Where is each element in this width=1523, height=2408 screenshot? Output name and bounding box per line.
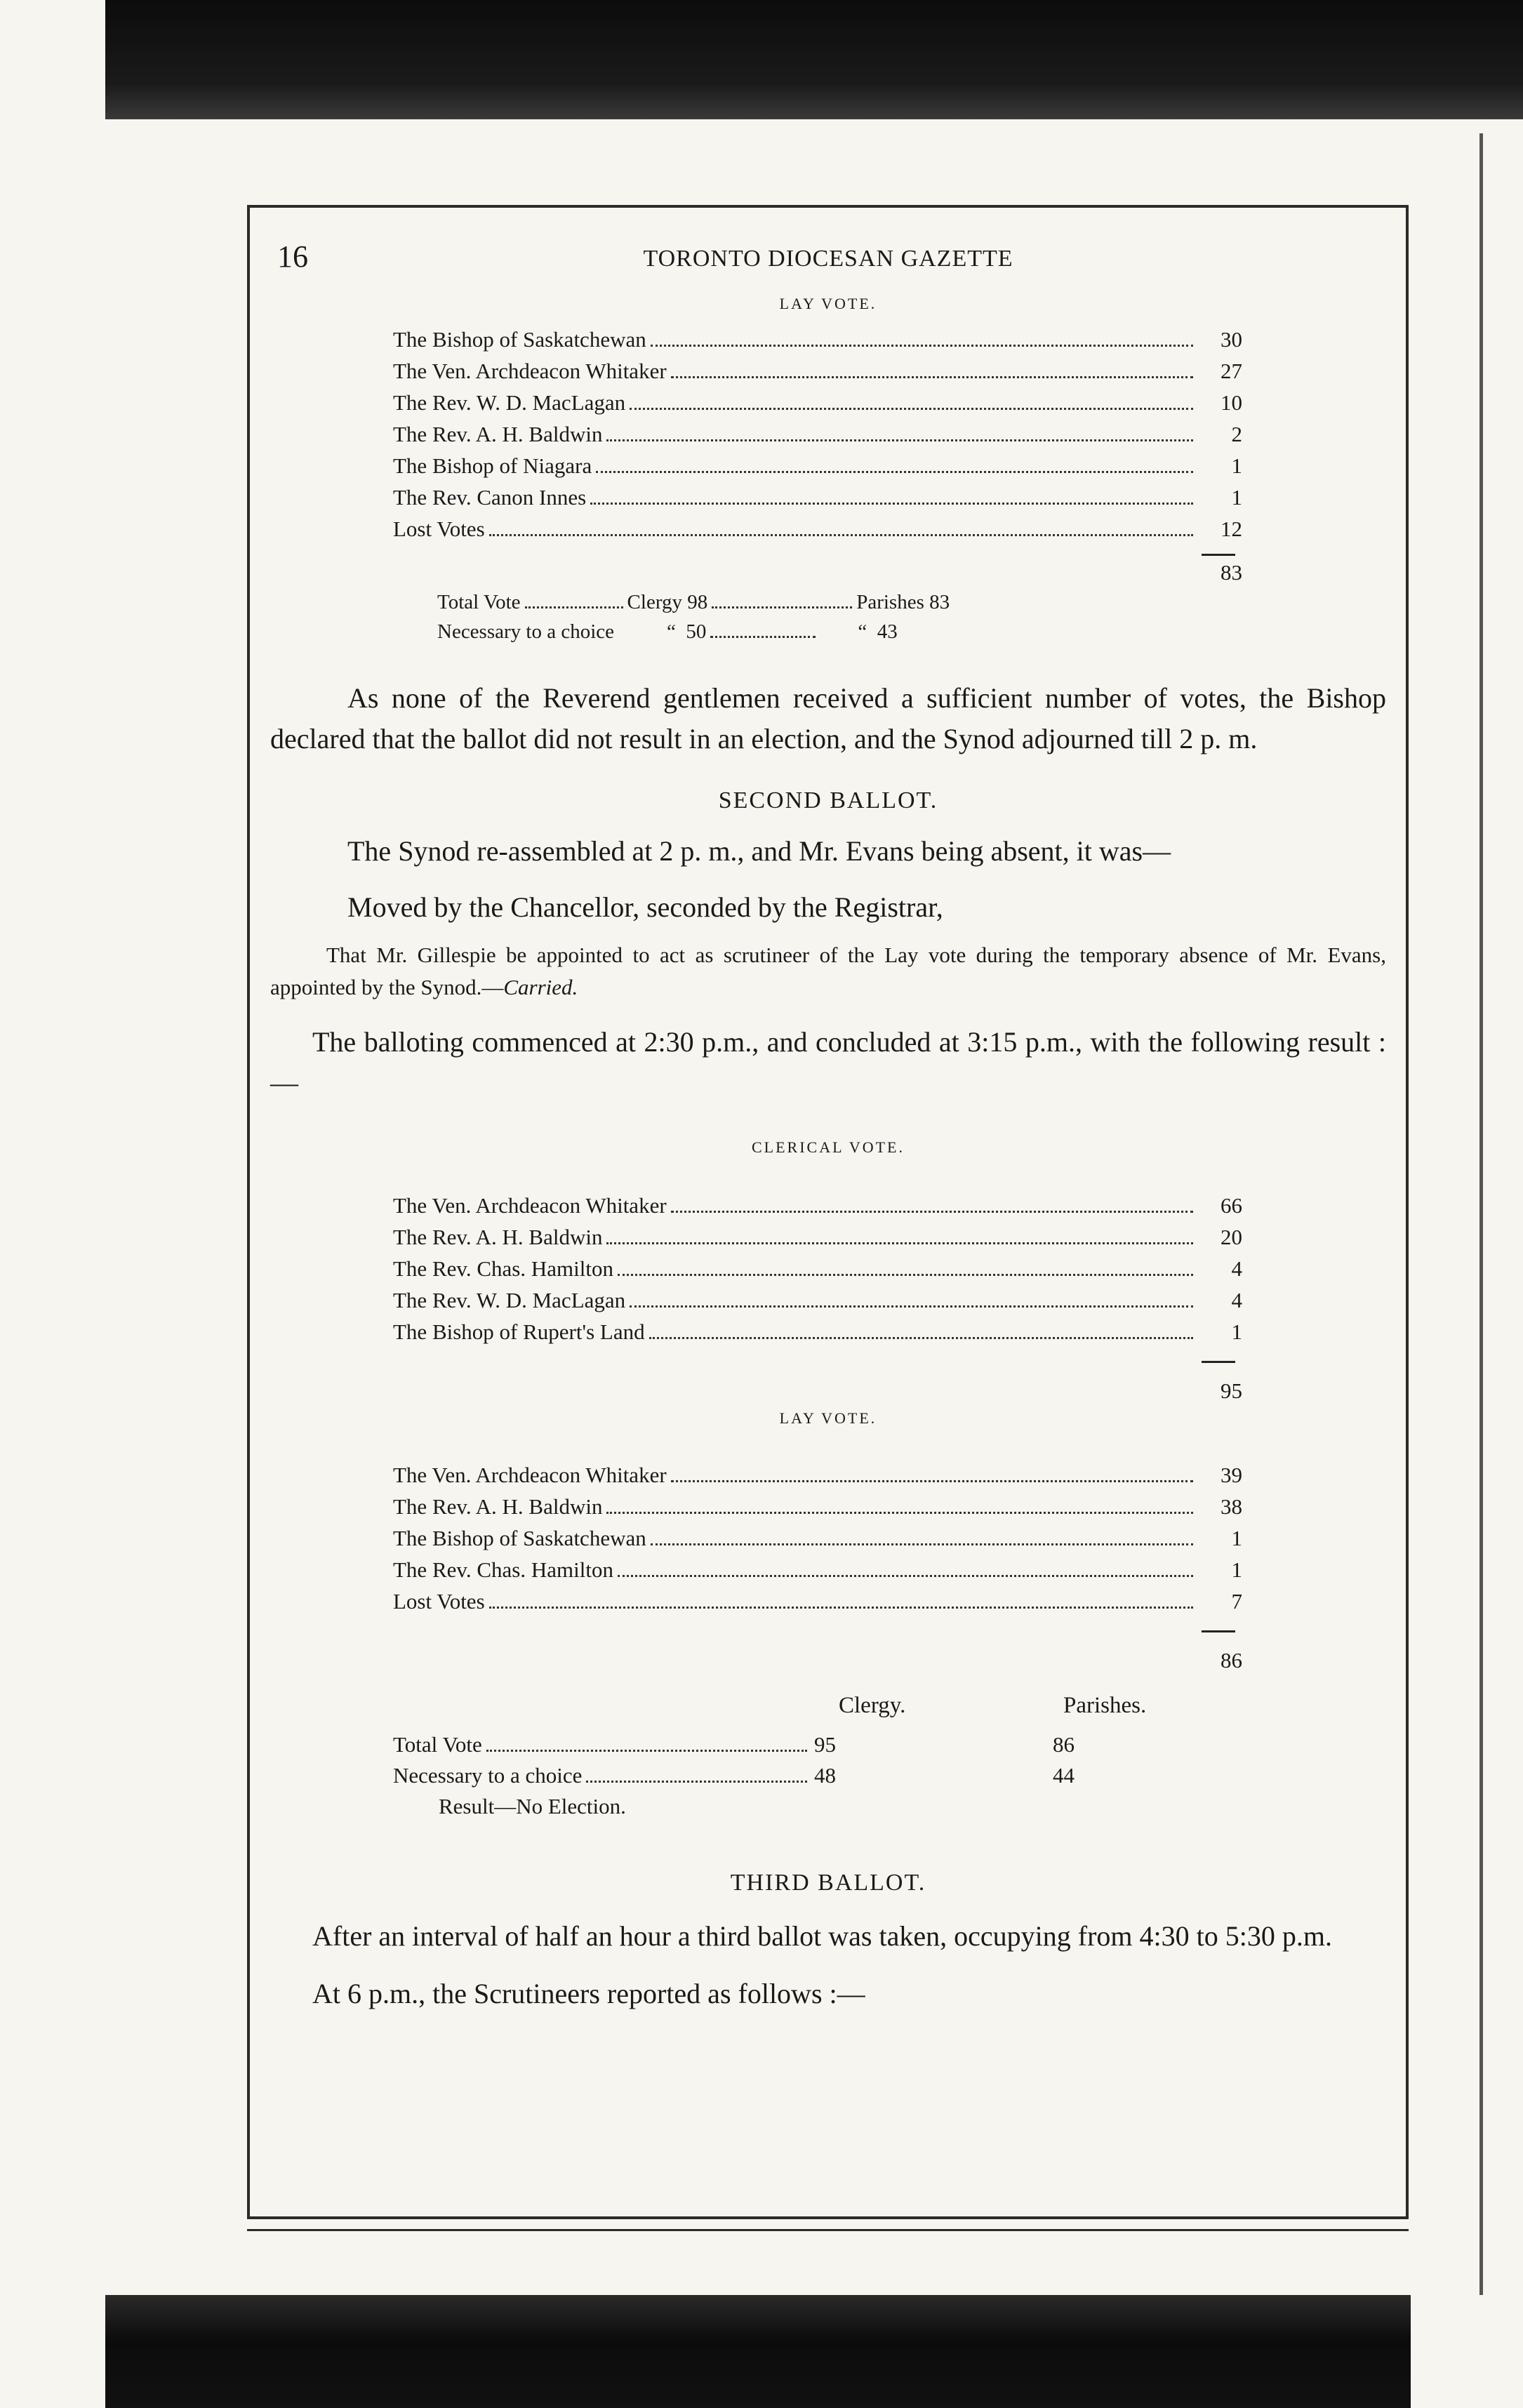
table-row	[393, 359, 1242, 390]
total-rule	[1202, 554, 1235, 556]
table-row	[393, 1256, 1242, 1288]
table-row	[393, 517, 1242, 548]
leader-dots	[590, 503, 1193, 505]
table-row	[393, 327, 1242, 359]
summary-label: Necessary to a choice	[393, 1763, 583, 1788]
ballot-result: Result—No Election.	[439, 1794, 626, 1818]
clergy-count: 95	[814, 1732, 836, 1757]
page-number: 16	[277, 239, 308, 274]
table-row	[393, 1288, 1242, 1319]
candidate-name: The Rev. Chas. Hamilton	[393, 1256, 613, 1281]
table-row	[393, 1193, 1242, 1225]
table-row	[393, 1589, 1242, 1621]
leader-dots	[596, 471, 1193, 473]
vote-count: 1	[1231, 1557, 1242, 1582]
leader-dots	[671, 376, 1193, 378]
total-rule	[1202, 1630, 1235, 1632]
scan-edge-right	[1479, 133, 1483, 2295]
candidate-name: The Rev. A. H. Baldwin	[393, 1225, 603, 1249]
parishes-count: 44	[1053, 1763, 1075, 1788]
leader-dots	[489, 1607, 1193, 1609]
vote-count: 12	[1221, 517, 1242, 541]
vote-count: 4	[1231, 1256, 1242, 1281]
vote-count: 66	[1221, 1193, 1242, 1218]
lay-vote-table	[393, 327, 1242, 548]
summary-row	[393, 1732, 1386, 1763]
summary-label: Total Vote	[393, 1732, 482, 1757]
resolution-text	[270, 939, 1386, 1004]
leader-dots	[486, 1750, 807, 1752]
clerical-vote-table	[393, 1193, 1242, 1351]
summary-label-cell	[393, 1732, 814, 1757]
vote-count: 7	[1231, 1589, 1242, 1614]
summary-label: Total Vote	[437, 591, 521, 613]
running-title: TORONTO DIOCESAN GAZETTE	[643, 246, 1013, 272]
vote-count: 1	[1231, 453, 1242, 478]
leader-dots	[586, 1781, 807, 1783]
vote-count: 4	[1231, 1288, 1242, 1312]
vote-total: 83	[1221, 560, 1242, 585]
candidate-name: The Rev. Canon Innes	[393, 485, 587, 510]
scan-edge-top	[105, 0, 1523, 119]
page-bottom-rule	[247, 2229, 1409, 2231]
lay-vote-heading: LAY VOTE.	[779, 295, 877, 312]
vote-count: 10	[1221, 390, 1242, 415]
parishes-count: 43	[877, 620, 898, 643]
table-row	[393, 485, 1242, 517]
clergy-label: “	[667, 620, 676, 643]
clergy-count: 48	[814, 1763, 836, 1788]
summary-column-headers	[839, 1693, 1386, 1732]
candidate-name: The Bishop of Niagara	[393, 453, 592, 478]
leader-dots	[712, 606, 852, 608]
leader-dots	[489, 534, 1193, 536]
parishes-count: 83	[929, 591, 950, 613]
candidate-name: The Bishop of Rupert's Land	[393, 1319, 645, 1344]
clerical-vote-heading: CLERICAL VOTE.	[752, 1138, 905, 1156]
summary-row	[437, 620, 1386, 650]
leader-dots	[651, 1543, 1193, 1545]
leader-dots	[606, 1242, 1193, 1244]
leader-dots	[649, 1337, 1193, 1339]
page-header	[270, 239, 1386, 295]
summary-row	[437, 591, 1386, 620]
vote-count: 39	[1221, 1463, 1242, 1487]
candidate-name: The Ven. Archdeacon Whitaker	[393, 1193, 667, 1218]
leader-dots	[630, 1305, 1193, 1308]
table-row	[393, 422, 1242, 453]
clergy-count: 50	[686, 620, 707, 643]
leader-dots	[618, 1274, 1193, 1276]
table-row	[393, 1319, 1242, 1351]
parishes-count: 86	[1053, 1732, 1075, 1757]
leader-dots	[525, 606, 623, 608]
summary-label-cell	[393, 1763, 814, 1788]
resolution-body: That Mr. Gillespie be appointed to act as scrutineer of the Lay vote during the temporary absence of Mr. Evans, appointed by the Synod.—	[270, 943, 1386, 999]
table-row	[393, 390, 1242, 422]
leader-dots	[671, 1211, 1193, 1213]
vote-count: 27	[1221, 359, 1242, 383]
total-rule	[1202, 1361, 1235, 1363]
leader-dots	[710, 636, 816, 638]
leader-dots	[651, 345, 1193, 347]
paragraph-moved: Moved by the Chancellor, seconded by the Registrar,	[347, 891, 943, 923]
vote-count: 20	[1221, 1225, 1242, 1249]
clergy-label: Clergy	[627, 591, 682, 613]
leader-dots	[671, 1480, 1193, 1482]
table-row	[393, 1225, 1242, 1256]
lay-vote-heading: LAY VOTE.	[779, 1409, 877, 1427]
parishes-label: “	[858, 620, 867, 643]
leader-dots	[618, 1575, 1193, 1577]
table-row	[393, 1526, 1242, 1557]
table-row	[393, 1463, 1242, 1494]
vote-count: 2	[1231, 422, 1242, 446]
candidate-name: The Rev. Chas. Hamilton	[393, 1557, 613, 1582]
vote-total: 95	[1221, 1378, 1242, 1403]
vote-count: 38	[1221, 1494, 1242, 1519]
vote-count: 1	[1231, 1319, 1242, 1344]
table-row	[393, 453, 1242, 485]
candidate-name: Lost Votes	[393, 1589, 485, 1614]
third-ballot-heading: THIRD BALLOT.	[730, 1870, 926, 1896]
candidate-name: The Rev. W. D. MacLagan	[393, 390, 626, 415]
clergy-column-header: Clergy.	[839, 1693, 906, 1718]
leader-dots	[630, 408, 1193, 410]
paragraph-scrutineers: At 6 p.m., the Scrutineers reported as follows :—	[312, 1978, 865, 2009]
candidate-name: Lost Votes	[393, 517, 485, 541]
candidate-name: The Ven. Archdeacon Whitaker	[393, 1463, 667, 1487]
scan-edge-bottom	[105, 2295, 1411, 2408]
table-row	[393, 1494, 1242, 1526]
candidate-name: The Rev. A. H. Baldwin	[393, 1494, 603, 1519]
parishes-column-header: Parishes.	[1063, 1693, 1147, 1718]
candidate-name: The Rev. A. H. Baldwin	[393, 422, 603, 446]
clergy-count: 98	[687, 591, 708, 613]
leader-dots	[606, 1512, 1193, 1514]
paragraph-no-election: As none of the Reverend gentlemen received a sufficient number of votes, the Bishop declared that the ballot did not result in an election, and the Synod adjourned till 2 p. m.	[270, 682, 1386, 754]
paragraph-interval: After an interval of half an hour a third ballot was taken, occupying from 4:30 to 5:30 p.m.	[312, 1920, 1332, 1952]
candidate-name: The Bishop of Saskatchewan	[393, 327, 646, 352]
carried-label: Carried.	[503, 975, 578, 999]
page-content	[270, 239, 1386, 2014]
vote-count: 1	[1231, 1526, 1242, 1550]
summary-label: Necessary to a choice	[437, 620, 615, 643]
vote-count: 1	[1231, 485, 1242, 510]
vote-summary	[437, 591, 1386, 650]
vote-count: 30	[1221, 327, 1242, 352]
second-ballot-heading: SECOND BALLOT.	[718, 787, 938, 813]
leader-dots	[606, 439, 1193, 441]
candidate-name: The Bishop of Saskatchewan	[393, 1526, 646, 1550]
paragraph-balloting: The balloting commenced at 2:30 p.m., and concluded at 3:15 p.m., with the following result :—	[270, 1026, 1386, 1098]
parishes-label: Parishes	[856, 591, 924, 613]
summary-row	[393, 1763, 1386, 1794]
table-row	[393, 1557, 1242, 1589]
lay-vote-table	[393, 1463, 1242, 1621]
vote-total: 86	[1221, 1648, 1242, 1672]
paragraph-reassembled: The Synod re-assembled at 2 p. m., and Mr. Evans being absent, it was—	[347, 835, 1171, 867]
candidate-name: The Ven. Archdeacon Whitaker	[393, 359, 667, 383]
candidate-name: The Rev. W. D. MacLagan	[393, 1288, 626, 1312]
